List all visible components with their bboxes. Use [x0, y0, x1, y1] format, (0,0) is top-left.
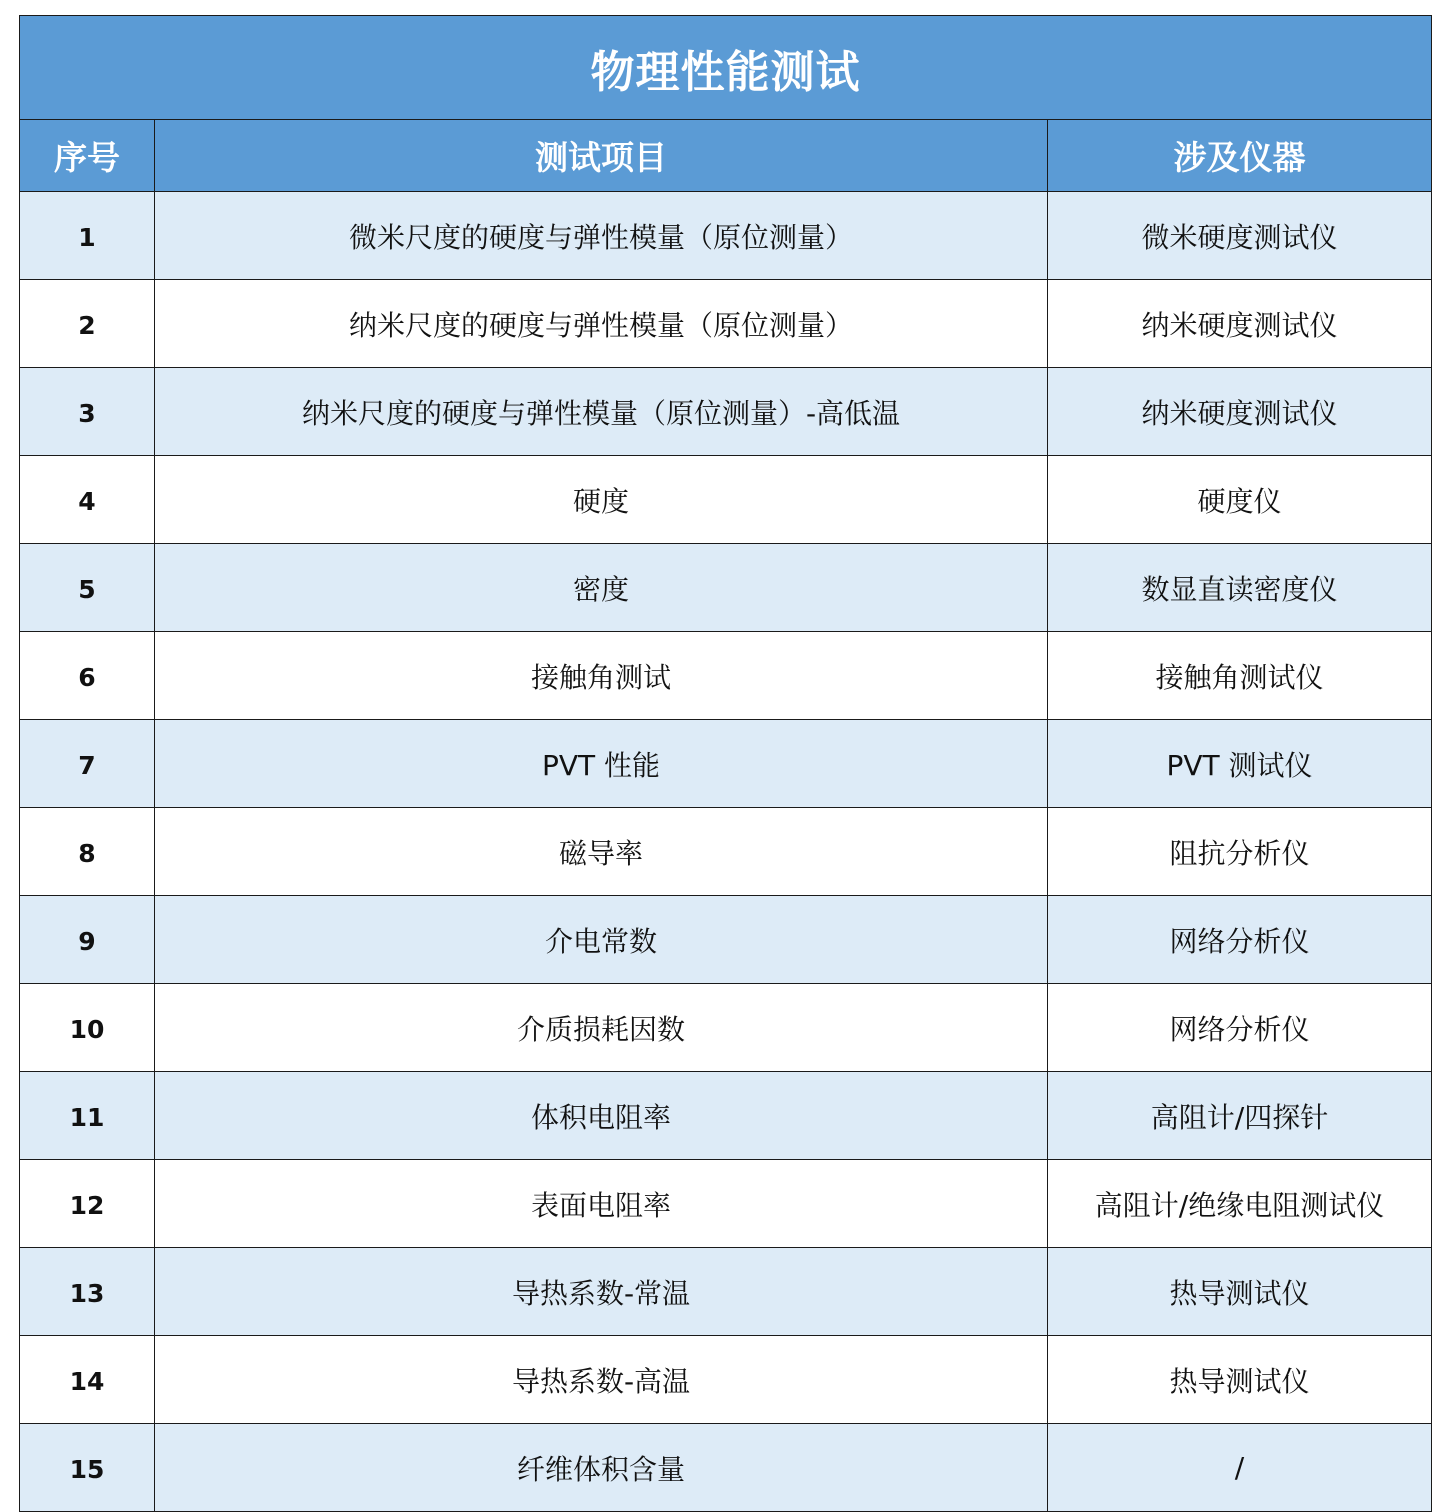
row-instrument: 微米硬度测试仪 [1048, 192, 1432, 280]
row-item: 硬度 [155, 456, 1048, 544]
row-instrument: 网络分析仪 [1048, 984, 1432, 1072]
row-item: 导热系数-常温 [155, 1248, 1048, 1336]
row-instrument: 热导测试仪 [1048, 1336, 1432, 1424]
table-row [20, 192, 1432, 280]
table-row [20, 632, 1432, 720]
row-item: 磁导率 [155, 808, 1048, 896]
row-index: 7 [20, 720, 155, 808]
row-item: 纳米尺度的硬度与弹性模量（原位测量） [155, 280, 1048, 368]
row-item: 表面电阻率 [155, 1160, 1048, 1248]
row-index: 9 [20, 896, 155, 984]
header-index: 序号 [20, 120, 155, 192]
row-item: 介电常数 [155, 896, 1048, 984]
row-index: 8 [20, 808, 155, 896]
table-row [20, 896, 1432, 984]
row-item: 纤维体积含量 [155, 1424, 1048, 1512]
physical-performance-table [19, 15, 1432, 1512]
header-row [20, 120, 1432, 192]
row-index: 5 [20, 544, 155, 632]
row-instrument: 网络分析仪 [1048, 896, 1432, 984]
table-row [20, 368, 1432, 456]
row-item: PVT 性能 [155, 720, 1048, 808]
table-row [20, 544, 1432, 632]
row-index: 14 [20, 1336, 155, 1424]
header-item: 测试项目 [155, 120, 1048, 192]
row-index: 10 [20, 984, 155, 1072]
table-row [20, 1160, 1432, 1248]
row-instrument: 数显直读密度仪 [1048, 544, 1432, 632]
table-row [20, 280, 1432, 368]
row-instrument: 热导测试仪 [1048, 1248, 1432, 1336]
test-table-container [19, 15, 1431, 1512]
header-instrument: 涉及仪器 [1048, 120, 1432, 192]
row-index: 1 [20, 192, 155, 280]
row-instrument: 硬度仪 [1048, 456, 1432, 544]
table-row [20, 984, 1432, 1072]
table-row [20, 1072, 1432, 1160]
row-instrument: 高阻计/四探针 [1048, 1072, 1432, 1160]
row-item: 导热系数-高温 [155, 1336, 1048, 1424]
row-instrument: 纳米硬度测试仪 [1048, 368, 1432, 456]
row-item: 接触角测试 [155, 632, 1048, 720]
row-item: 体积电阻率 [155, 1072, 1048, 1160]
table-row [20, 720, 1432, 808]
row-item: 介质损耗因数 [155, 984, 1048, 1072]
row-instrument: PVT 测试仪 [1048, 720, 1432, 808]
row-index: 4 [20, 456, 155, 544]
row-item: 纳米尺度的硬度与弹性模量（原位测量）-高低温 [155, 368, 1048, 456]
row-instrument: 接触角测试仪 [1048, 632, 1432, 720]
row-item: 密度 [155, 544, 1048, 632]
row-index: 13 [20, 1248, 155, 1336]
row-index: 2 [20, 280, 155, 368]
row-instrument: 阻抗分析仪 [1048, 808, 1432, 896]
table-row [20, 456, 1432, 544]
row-instrument: 纳米硬度测试仪 [1048, 280, 1432, 368]
row-index: 3 [20, 368, 155, 456]
table-title: 物理性能测试 [20, 16, 1432, 120]
row-instrument: / [1048, 1424, 1432, 1512]
row-instrument: 高阻计/绝缘电阻测试仪 [1048, 1160, 1432, 1248]
row-index: 15 [20, 1424, 155, 1512]
table-row [20, 1336, 1432, 1424]
table-row [20, 808, 1432, 896]
table-row [20, 1424, 1432, 1512]
row-index: 12 [20, 1160, 155, 1248]
row-index: 11 [20, 1072, 155, 1160]
table-row [20, 1248, 1432, 1336]
row-item: 微米尺度的硬度与弹性模量（原位测量） [155, 192, 1048, 280]
row-index: 6 [20, 632, 155, 720]
